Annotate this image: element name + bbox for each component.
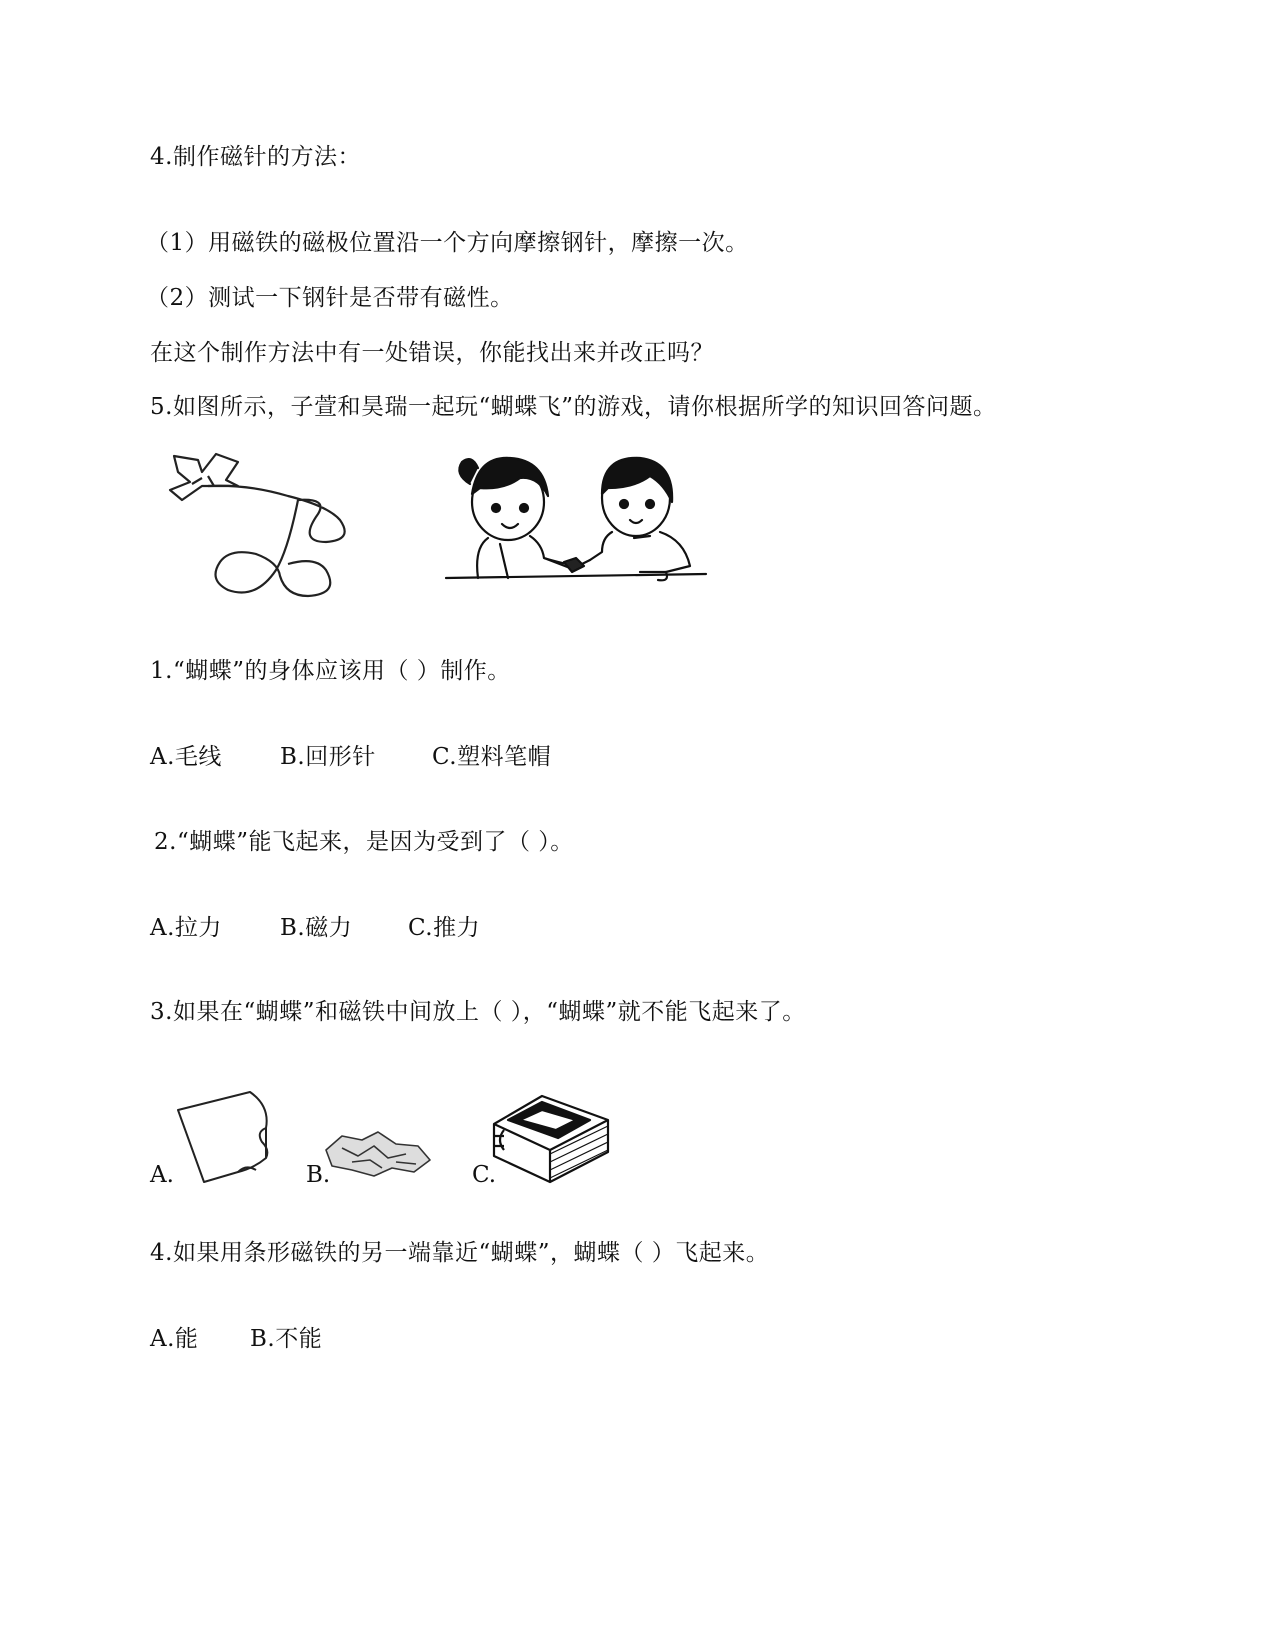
dictionary-book-icon[interactable] <box>490 1090 614 1186</box>
q4-question: 在这个制作方法中有一处错误，你能找出来并改正吗？ <box>150 340 714 366</box>
q5-sub1-question: 1.“蝴蝶”的身体应该用（ ）制作。 <box>150 658 511 684</box>
option-c[interactable]: C.推力 <box>408 915 481 941</box>
option-a[interactable]: A.毛线 <box>150 744 222 770</box>
option-a[interactable]: A.拉力 <box>150 915 222 941</box>
q5-sub3-question: 3.如果在“蝴蝶”和磁铁中间放上（ ），“蝴蝶”就不能飞起来了。 <box>150 999 806 1025</box>
option-a[interactable]: A. <box>150 1162 174 1188</box>
option-a[interactable]: A.能 <box>150 1326 199 1352</box>
option-b[interactable]: B.回形针 <box>280 744 376 770</box>
option-c[interactable]: C.塑料笔帽 <box>432 744 552 770</box>
crumpled-foil-icon[interactable] <box>322 1128 434 1178</box>
q5-sub4-options <box>150 1324 322 1354</box>
option-c[interactable]: C. <box>472 1162 497 1188</box>
option-b[interactable]: B.不能 <box>250 1326 323 1352</box>
q4-step2: （2）测试一下钢针是否带有磁性。 <box>146 285 514 311</box>
butterfly-on-string-icon <box>168 450 358 610</box>
q4-step1: （1）用磁铁的磁极位置沿一个方向摩擦钢针，摩擦一次。 <box>146 230 749 256</box>
q5-title: 5.如图所示，子萱和昊瑞一起玩“蝴蝶飞”的游戏，请你根据所学的知识回答问题。 <box>150 394 997 420</box>
q5-sub1-options <box>150 742 551 772</box>
q5-sub2-question: 2.“蝴蝶”能飞起来，是因为受到了（ ）。 <box>154 829 574 855</box>
q5-sub2-options <box>150 913 480 943</box>
two-children-playing-icon <box>444 448 710 594</box>
option-b[interactable]: B. <box>306 1162 331 1188</box>
option-b[interactable]: B.磁力 <box>280 915 353 941</box>
paper-sheet-icon[interactable] <box>174 1088 280 1188</box>
q4-title: 4.制作磁针的方法： <box>150 144 361 170</box>
q5-sub4-question: 4.如果用条形磁铁的另一端靠近“蝴蝶”，蝴蝶（ ）飞起来。 <box>150 1240 770 1266</box>
